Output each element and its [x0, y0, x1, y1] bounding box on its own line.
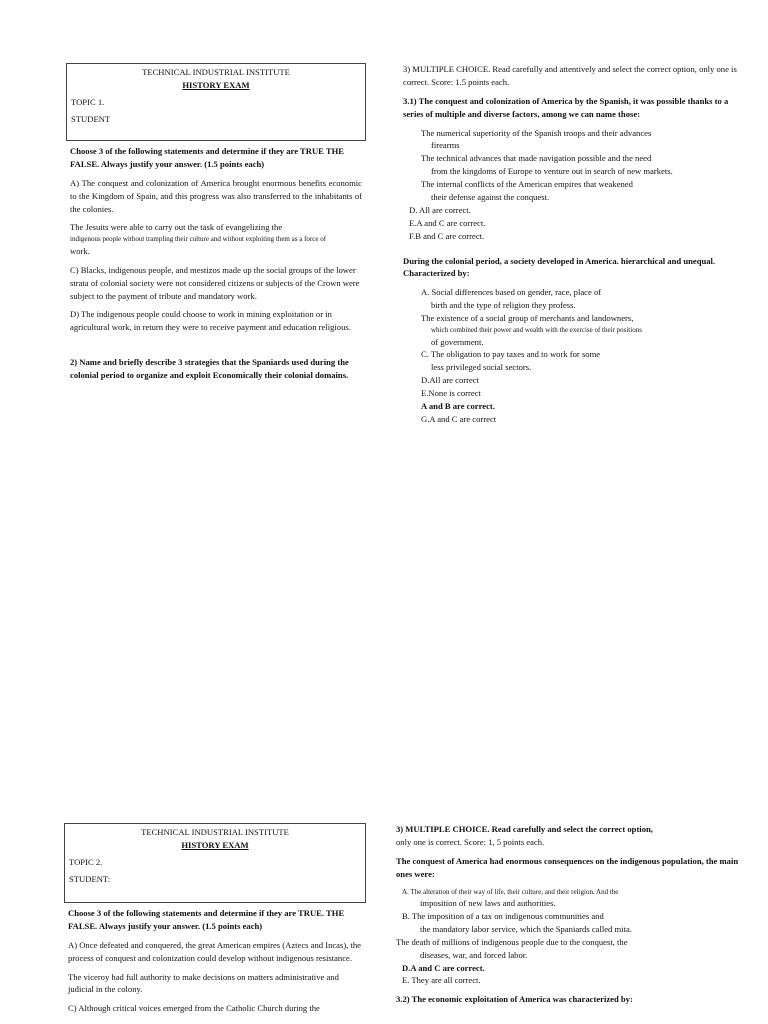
statement-a: A) Once defeated and conquered, the great American empires (Aztecs and Incas), the process of conquest and colonization could develop without indigenous resistance. — [68, 939, 362, 963]
option-3-line1: The internal conflicts of the American empires that weakened — [421, 179, 633, 190]
option-a-line2: imposition of new laws and authorities. — [420, 898, 556, 909]
social-option-e: E.None is correct — [421, 388, 481, 399]
question-3-header-line1: 3) MULTIPLE CHOICE. Read carefully and select the correct option, — [396, 824, 653, 834]
statement-a: A) The conquest and colonization of America brought enormous benefits economic to the Kingdom of Spain, and this progress was also transferred to the inhabitants of the colonies. — [70, 177, 362, 214]
option-2-line1: The technical advances that made navigation possible and the need — [421, 153, 652, 164]
exam1-header-box — [66, 63, 366, 141]
institute-name: TECHNICAL INDUSTRIAL INSTITUTE — [141, 827, 289, 837]
statement-b: The viceroy had full authority to make decisions on matters administrative and judicial in the colony. — [68, 971, 339, 995]
exam1-left — [66, 63, 366, 388]
topic-label: TOPIC 1. — [71, 96, 105, 107]
question-2: 2) Name and briefly describe 3 strategies that the Spaniards used during the colonial period to organize and exploit Economically their colonial domains. — [70, 357, 349, 381]
statement-b-line2: indigenous people without trampling their culture and without exploiting them as a force of — [70, 235, 327, 244]
social-option-c-line2: less privileged social sectors. — [431, 362, 532, 373]
statement-c: C) Blacks, indigenous people, and mestizos made up the social groups of the lower strata of colonial society were not considered citizens or subjects of the Crown were subject to the payment of tribute and mandatory work. — [70, 264, 360, 301]
option-a-line1: A. The alteration of their way of life, their culture, and their religion. And the — [402, 887, 619, 896]
social-option-a-line2: birth and the type of religion they profess. — [431, 300, 576, 311]
topic-label: TOPIC 2. — [69, 856, 103, 867]
statement-c: C) Although critical voices emerged from the Catholic Church during the — [68, 1003, 320, 1014]
question-3-1: 3.1) The conquest and colonization of America by the Spanish, it was possible thanks to a series of multiple and diverse factors, among we can name those: — [403, 95, 729, 119]
statement-d: D) The indigenous people could choose to work in mining exploitation or in agricultural work, in return they were to receive payment and education religious. — [70, 309, 351, 333]
exam2-left — [64, 823, 366, 1021]
exam-title: HISTORY EXAM — [182, 79, 250, 90]
social-option-a-line1: A. Social differences based on gender, race, place of — [421, 287, 602, 298]
option-e: E. They are all correct. — [402, 975, 481, 986]
option-3-line2: their defense against the conquest. — [431, 192, 550, 203]
question-3-2: During the colonial period, a society developed in America. hierarchical and unequal. Characterized by: — [403, 255, 716, 279]
statement-b-line1: The Jesuits were able to carry out the task of evangelizing the — [70, 222, 283, 233]
statement-b-line3: work. — [70, 245, 90, 256]
social-option-g: G.A and C are correct — [421, 413, 497, 424]
option-d: D. All are correct. — [409, 204, 471, 215]
option-b-line1: B. The imposition of a tax on indigenous communities and — [402, 910, 604, 921]
exam-title: HISTORY EXAM — [181, 839, 249, 850]
social-option-d: D.All are correct — [421, 375, 479, 386]
student-label: STUDENT: — [69, 873, 111, 884]
option-e: E.A and C are correct. — [409, 217, 486, 228]
exam1-right — [403, 63, 748, 426]
option-c-line2: diseases, war, and forced labor. — [420, 949, 528, 960]
question-3-header-line2: only one is correct. Score: 1, 5 points each. — [396, 836, 545, 847]
option-2-line2: from the kingdoms of Europe to venture out in search of new markets. — [431, 166, 673, 177]
question-1-prompt: Choose 3 of the following statements and determine if they are TRUE. THE FALSE. Always justify your answer. (1.5 points each) — [68, 908, 345, 931]
exam2-header-box — [64, 823, 366, 903]
option-1-line2: firearms — [431, 140, 460, 151]
question-3-1: The conquest of America had enormous consequences on the indigenous population, the main ones were: — [396, 855, 739, 879]
student-label: STUDENT — [71, 113, 111, 124]
question-3-2: 3.2) The economic exploitation of America was characterized by: — [396, 994, 633, 1005]
social-option-b-line3: of government. — [431, 336, 484, 347]
option-c-line1: The death of millions of indigenous people due to the conquest, the — [396, 936, 628, 947]
exam2-right — [396, 823, 744, 1006]
institute-name: TECHNICAL INDUSTRIAL INSTITUTE — [142, 67, 290, 77]
option-d: D.A and C are correct. — [402, 962, 485, 973]
social-option-f: A and B are correct. — [421, 400, 495, 411]
question-1-prompt: Choose 3 of the following statements and determine if they are TRUE THE FALSE. Always justify your answer. (1.5 points each) — [70, 146, 345, 169]
social-option-b-line2: which combined their power and wealth with the exercise of their positions — [431, 326, 642, 335]
question-3-header: 3) MULTIPLE CHOICE. Read carefully and attentively and select the correct option, only one is correct. Score: 1.5 points each. — [403, 64, 737, 87]
social-option-c-line1: C. The obligation to pay taxes and to work for some — [421, 349, 601, 360]
option-1-line1: The numerical superiority of the Spanish troops and their advances — [421, 127, 652, 138]
social-option-b-line1: The existence of a social group of merchants and landowners, — [421, 313, 634, 324]
option-b-line2: the mandatory labor service, which the Spaniards called mita. — [420, 923, 632, 934]
option-f: F.B and C are correct. — [409, 230, 485, 241]
